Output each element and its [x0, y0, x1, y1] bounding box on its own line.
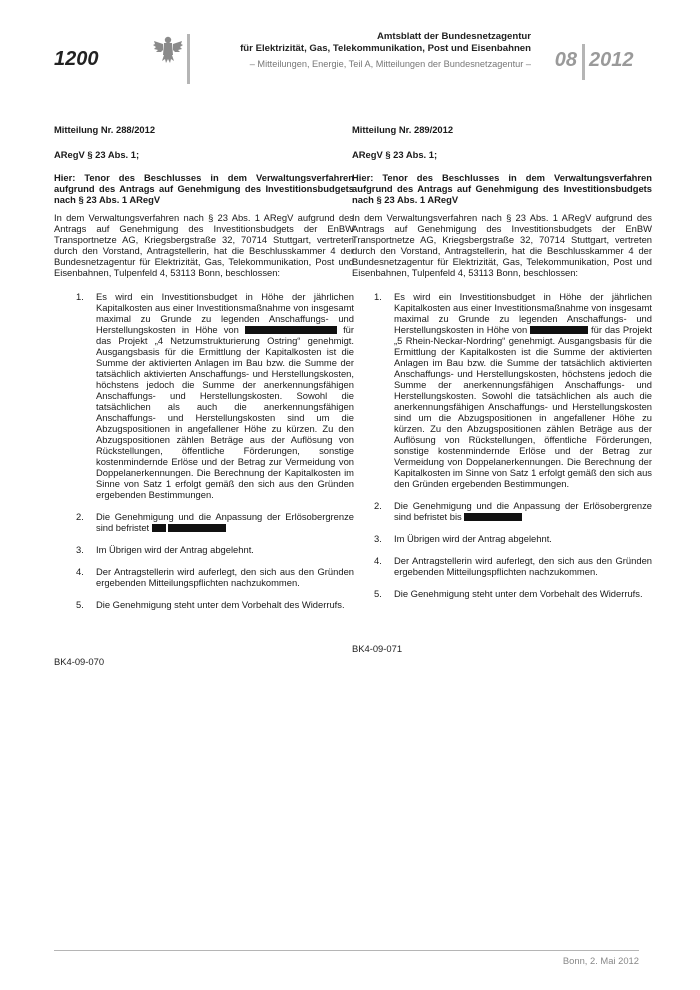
list-item-number: 5.	[76, 599, 84, 610]
gazette-title-line-1: Amtsblatt der Bundesnetzagentur	[376, 31, 531, 42]
decision-list	[352, 291, 652, 599]
list-item-text: Im Übrigen wird der Antrag abgelehnt.	[96, 544, 254, 555]
redaction-bar	[530, 326, 588, 334]
list-item	[54, 599, 354, 610]
issue-block	[539, 44, 639, 80]
list-item	[352, 291, 652, 489]
list-item-number: 3.	[374, 533, 382, 544]
list-item	[54, 291, 354, 500]
list-item	[352, 533, 652, 544]
list-item	[352, 588, 652, 599]
list-item	[352, 555, 652, 577]
footer-divider	[54, 950, 639, 951]
list-item-number: 2.	[76, 511, 84, 522]
mitteilung-heading: Mitteilung Nr. 289/2012	[352, 124, 454, 135]
list-item-text: Im Übrigen wird der Antrag abgelehnt.	[394, 533, 552, 544]
list-item-number: 3.	[76, 544, 84, 555]
legal-reference: ARegV § 23 Abs. 1;	[54, 149, 140, 160]
issue-divider	[582, 44, 585, 80]
federal-eagle-icon	[151, 33, 185, 67]
decision-list	[54, 291, 354, 610]
header-divider	[187, 34, 190, 84]
file-reference-right: BK4-09-071	[352, 643, 403, 654]
list-item-text: Die Genehmigung und die Anpassung der Erlösobergrenze sind befristet	[96, 511, 354, 533]
list-item-text: Es wird ein Investitionsbudget in Höhe der jährlichen Kapitalkosten aus einer Investitionsmaßnahme von insgesamt maximal zu Grunde zu legenden Anschaffungs- und Herstellungskosten in Höhe von für das Projekt „5 Rhein-Neckar-Nordring“ genehmigt. Ausgangsbasis für die Ermittlung der Kapitalkosten ist die Summe der aktivierten Anlagen im Bau bzw. die Summe der tatsächlich aktivierten Anschaffungs- und Herstellungskosten, höchstens jedoch die Summe der anerkennungsfähigen Anschaffungs- und Herstellungskosten. Sowohl die tatsächlichen als auch die anerkennungsfähigen Anschaffungs- und Herstellungskosten sind um die Abzugspositionen in angefallener Höhe zu kürzen. Zu den Abzugspositionen zählen Beträge aus der Auflösung von Rückstellungen, öffentliche Förderungen, sonstige kostenmindernde Erlöse und der Betrag zur Vermeidung von Doppelanerkennungen. Die Berechnung der Kapitalkosten im Sinne von Satz 1 erfolgt gemäß den sich aus den Gründen ergebenden Bestimmungen.	[394, 291, 653, 489]
issue-number: 08	[554, 49, 577, 71]
list-item-text: Die Genehmigung steht unter dem Vorbehalt des Widerrufs.	[394, 588, 643, 599]
list-item-number: 4.	[76, 566, 84, 577]
redaction-bar	[464, 513, 522, 521]
intro-paragraph: In dem Verwaltungsverfahren nach § 23 Abs. 1 ARegV aufgrund des Antrags auf Genehmigung des Investitionsbudgets der EnBW Transportnetze AG, Kriegsbergstraße 32, 70714 Stuttgart, vertreten durch den Vorstand, Antragstellerin, hat die Beschlusskammer 4 der Bundesnetzagentur für Elektrizität, Gas, Telekommunikation, Post und Eisenbahnen, Tulpenfeld 4, 53113 Bonn, beschlossen:	[352, 212, 652, 278]
list-item	[54, 544, 354, 555]
left-column	[54, 124, 354, 621]
list-item	[352, 500, 652, 522]
intro-paragraph: In dem Verwaltungsverfahren nach § 23 Abs. 1 ARegV aufgrund des Antrags auf Genehmigung des Investitionsbudgets der EnBW Transportnetze AG, Kriegsbergstraße 32, 70714 Stuttgart, vertreten durch den Vorstand, Antragstellerin, hat die Beschlusskammer 4 der Bundesnetzagentur für Elektrizität, Gas, Telekommunikation, Post und Eisenbahnen, Tulpenfeld 4, 53113 Bonn, beschlossen:	[54, 212, 354, 278]
list-item-text: Die Genehmigung und die Anpassung der Erlösobergrenze sind befristet bis	[394, 500, 652, 522]
list-item-number: 4.	[374, 555, 382, 566]
gazette-title-line-2: für Elektrizität, Gas, Telekommunikation, Post und Eisenbahnen	[240, 43, 531, 54]
footer-date: Bonn, 2. Mai 2012	[562, 955, 639, 966]
page-number: 1200	[54, 48, 99, 70]
redaction-bar	[152, 524, 166, 532]
right-column	[352, 124, 652, 610]
issue-year: 2012	[589, 49, 634, 71]
redaction-bar	[245, 326, 337, 334]
list-item	[54, 511, 354, 533]
gazette-subtitle: – Mitteilungen, Energie, Teil A, Mitteilungen der Bundesnetzagentur –	[249, 59, 531, 69]
list-item-text: Es wird ein Investitionsbudget in Höhe der jährlichen Kapitalkosten aus einer Investitionsmaßnahme von insgesamt maximal zu Grunde zu legenden Anschaffungs- und Herstellungskosten in Höhe von für das Projekt „4 Netzumstrukturierung Ostring“ genehmigt. Ausgangsbasis für die Ermittlung der Kapitalkosten ist die Summe der aktivierten Anlagen im Bau bzw. die Summe der tatsächlich aktivierten Anschaffungs- und Herstellungskosten, höchstens jedoch die Summe der anerkennungsfähigen Anschaffungs- und Herstellungskosten. Sowohl die tatsächlichen als auch die anerkennungsfähigen Anschaffungs- und Herstellungskosten sind um die Abzugspositionen in angefallener Höhe zu kürzen. Zu den Abzugspositionen zählen Beträge aus der Auflösung von Rückstellungen, öffentliche Förderungen, sonstige kostenmindernde Erlöse und der Betrag zur Vermeidung von Doppelanerkennungen. Die Berechnung der Kapitalkosten im Sinne von Satz 1 erfolgt gemäß den sich aus den Gründen ergebenden Bestimmungen.	[96, 291, 355, 500]
list-item-number: 1.	[374, 291, 382, 302]
list-item-number: 1.	[76, 291, 84, 302]
redaction-bar	[168, 524, 226, 532]
subject-line: Hier: Tenor des Beschlusses in dem Verwaltungsverfahren aufgrund des Antrags auf Genehmigung des Investitionsbudgets nach § 23 Abs. 1 ARegV	[54, 172, 354, 205]
file-reference-left: BK4-09-070	[54, 656, 105, 667]
list-item-number: 5.	[374, 588, 382, 599]
gazette-title	[196, 31, 531, 55]
mitteilung-heading: Mitteilung Nr. 288/2012	[54, 124, 156, 135]
legal-reference: ARegV § 23 Abs. 1;	[352, 149, 438, 160]
list-item-text: Der Antragstellerin wird auferlegt, den sich aus den Gründen ergebenden Mitteilungspflichten nachzukommen.	[394, 555, 652, 577]
list-item-text: Die Genehmigung steht unter dem Vorbehalt des Widerrufs.	[96, 599, 345, 610]
list-item-number: 2.	[374, 500, 382, 511]
list-item	[54, 566, 354, 588]
list-item-text: Der Antragstellerin wird auferlegt, den sich aus den Gründen ergebenden Mitteilungspflichten nachzukommen.	[96, 566, 354, 588]
subject-line: Hier: Tenor des Beschlusses in dem Verwaltungsverfahren aufgrund des Antrags auf Genehmigung des Investitionsbudgets nach § 23 Abs. 1 ARegV	[352, 172, 652, 205]
